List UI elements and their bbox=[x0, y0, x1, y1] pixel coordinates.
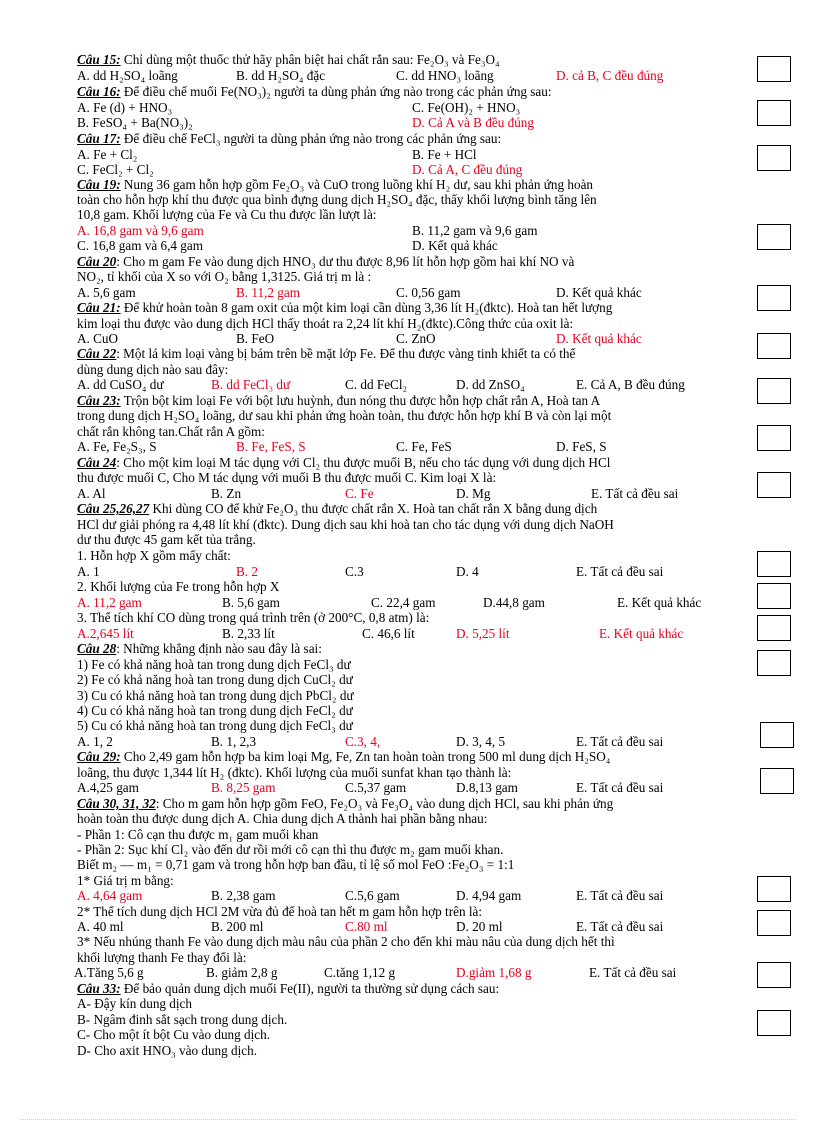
option-e: E. Tất cả đều sai bbox=[589, 965, 677, 980]
option-c: C.tăng 1,12 g bbox=[324, 965, 396, 980]
question-label: Câu 28 bbox=[77, 641, 117, 656]
option-b: B. Fe + HCl bbox=[412, 147, 477, 162]
part-2-text: - Phần 2: Sục khí Cl₂ vào đến dư rồi mới cô cạn thì thu được m₂ gam muối khan. bbox=[77, 842, 504, 857]
sub-question-3: 3* Nếu nhúng thanh Fe vào dung dịch màu nâu của phần 2 cho đến khi màu nâu của dung dịch hết thì bbox=[77, 934, 615, 949]
answer-box[interactable] bbox=[757, 910, 791, 936]
option-a: A. 5,6 gam bbox=[77, 285, 136, 300]
option-d: D- Cho axit HNO₃ vào dung dịch. bbox=[77, 1043, 258, 1058]
question-label: Câu 29: bbox=[77, 749, 121, 764]
option-b: B. 1, 2,3 bbox=[211, 734, 257, 749]
answer-box[interactable] bbox=[760, 768, 794, 794]
option-d: D. FeS, S bbox=[556, 439, 607, 454]
question-text: dùng dung dịch nào sau đây: bbox=[77, 362, 229, 377]
option-b: B- Ngâm đinh sắt sạch trong dung dịch. bbox=[77, 1012, 288, 1027]
question-label: Câu 23: bbox=[77, 393, 121, 408]
option-d: D. Kết quả khác bbox=[412, 238, 498, 253]
option-d: D.44,8 gam bbox=[483, 595, 545, 610]
option-b: B. 11,2 gam và 9,6 gam bbox=[412, 223, 538, 238]
option-a: A. Fe, Fe₂S₃, S bbox=[77, 439, 157, 454]
option-c: C- Cho một ít bột Cu vào dung dịch. bbox=[77, 1027, 271, 1042]
option-b: B. FeSO₄ + Ba(NO₃)₂ bbox=[77, 115, 193, 130]
question-label: Câu 24 bbox=[77, 455, 117, 470]
question-19 bbox=[77, 177, 593, 192]
option-c: C.3 bbox=[345, 564, 364, 579]
question-text: khối lượng thanh Fe thay đổi là: bbox=[77, 950, 247, 965]
option-d: D. 4,94 gam bbox=[456, 888, 522, 903]
option-e: E. Tất cả đều sai bbox=[576, 780, 664, 795]
option-d: D. Mg bbox=[456, 486, 491, 501]
question-label: Câu 17: bbox=[77, 131, 121, 146]
option-a: A. 1 bbox=[77, 564, 100, 579]
sub-question-3: 3. Thể tích khí CO dùng trong quá trình trên (ở 200°C, 0,8 atm) là: bbox=[77, 610, 430, 625]
question-29 bbox=[77, 749, 610, 764]
sub-question-2: 2. Khối lượng của Fe trong hỗn hợp X bbox=[77, 579, 280, 594]
answer-box[interactable] bbox=[757, 583, 791, 609]
question-label: Câu 16: bbox=[77, 84, 121, 99]
option-e-answer: E. Kết quả khác bbox=[599, 626, 684, 641]
statement-4: 4) Cu có khả năng hoà tan trong dung dịch FeCl₂ dư bbox=[77, 703, 353, 718]
question-21 bbox=[77, 300, 612, 315]
option-b: B. FeO bbox=[236, 331, 275, 346]
option-c: C. 22,4 gam bbox=[371, 595, 436, 610]
answer-box[interactable] bbox=[757, 224, 791, 250]
option-a: A.Tăng 5,6 g bbox=[74, 965, 144, 980]
answer-box[interactable] bbox=[757, 56, 791, 82]
option-d: D. 20 ml bbox=[456, 919, 503, 934]
answer-box[interactable] bbox=[757, 100, 791, 126]
option-a: A. CuO bbox=[77, 331, 119, 346]
option-a: A. dd H₂SO₄ loãng bbox=[77, 68, 178, 83]
option-c-answer: C. Fe bbox=[345, 486, 374, 501]
option-e: E. Tất cả đều sai bbox=[576, 564, 664, 579]
option-b: B. 2,38 gam bbox=[211, 888, 276, 903]
option-b-answer: B. dd FeCl₃ dư bbox=[211, 377, 291, 392]
question-text: : Cho m gam Fe vào dung dịch HNO₃ dư thu được 8,96 lít hỗn hợp gồm hai khí NO và bbox=[116, 254, 575, 269]
question-28 bbox=[77, 641, 322, 656]
question-text: dư thu được 45 gam kết tủa trắng. bbox=[77, 532, 256, 547]
option-e: E. Kết quả khác bbox=[617, 595, 702, 610]
question-text: HCl dư giải phóng ra 4,48 lít khí (đktc). Dung dịch sau khi hoà tan cho tác dụng với dung dịch NaOH bbox=[77, 517, 614, 532]
question-label: Câu 19: bbox=[77, 177, 121, 192]
option-c: C. Fe(OH)₂ + HNO₃ bbox=[412, 100, 521, 115]
option-c: C. ZnO bbox=[396, 331, 436, 346]
option-d-answer: D. Cả A và B đều đúng bbox=[412, 115, 534, 130]
option-e: E. Tất cả đều sai bbox=[576, 919, 664, 934]
answer-box[interactable] bbox=[757, 615, 791, 641]
question-text: Để bảo quản dung dịch muối Fe(II), người ta thường sử dụng cách sau: bbox=[120, 981, 500, 996]
option-a: A. Al bbox=[77, 486, 106, 501]
option-d-answer: D. Kết quả khác bbox=[556, 331, 642, 346]
sub-question-1: 1. Hỗn hợp X gồm mấy chất: bbox=[77, 548, 231, 563]
answer-box[interactable] bbox=[757, 472, 791, 498]
option-b-answer: B. 2 bbox=[236, 564, 258, 579]
option-b: B. dd H₂SO₄ đặc bbox=[236, 68, 326, 83]
statement-5: 5) Cu có khả năng hoà tan trong dung dịch FeCl₃ dư bbox=[77, 718, 353, 733]
question-text: Chỉ dùng một thuốc thử hãy phân biệt hai chất rắn sau: Fe₂O₃ và Fe₃O₄ bbox=[120, 52, 500, 67]
question-33 bbox=[77, 981, 499, 996]
option-c: C. Fe, FeS bbox=[396, 439, 452, 454]
option-c-answer: C.3, 4, bbox=[345, 734, 381, 749]
question-label: Câu 30, 31, 32 bbox=[77, 796, 156, 811]
option-a-answer: A. 4,64 gam bbox=[77, 888, 143, 903]
option-a: A.4,25 gam bbox=[77, 780, 139, 795]
option-a: A. Fe + Cl₂ bbox=[77, 147, 138, 162]
option-b-answer: B. 11,2 gam bbox=[236, 285, 300, 300]
question-text: Nung 36 gam hỗn hợp gồm Fe₂O₃ và CuO trong luồng khí H₂ dư, sau khi phản ứng hoàn bbox=[120, 177, 594, 192]
question-text: trong dung dịch H₂SO₄ loãng, dư sau khi phản ứng hoàn toàn, thu được hỗn hợp khí B và còn lại một bbox=[77, 408, 612, 423]
question-text: Khi dùng CO để khử Fe₂O₃ thu được chất rắn X. Hoà tan chất rắn X bằng dung dịch bbox=[149, 501, 598, 516]
page-footer-divider bbox=[20, 1119, 796, 1120]
option-b-answer: B. Fe, FeS, S bbox=[236, 439, 306, 454]
answer-box[interactable] bbox=[757, 650, 791, 676]
option-c: C. dd FeCl₂ bbox=[345, 377, 408, 392]
option-e: E. Tất cả đều sai bbox=[576, 734, 664, 749]
question-30-32 bbox=[77, 796, 613, 811]
answer-box[interactable] bbox=[757, 962, 791, 988]
part-1-text: - Phần 1: Cô cạn thu được m₁ gam muối khan bbox=[77, 827, 319, 842]
question-text: thu được muối C, Cho M tác dụng với muối B thu được muối C. Kim loại X là: bbox=[77, 470, 497, 485]
option-a: A. dd CuSO₄ dư bbox=[77, 377, 164, 392]
question-text: loãng, thu được 1,344 lít H₂ (đktc). Khối lượng của muối sunfat khan tạo thành là: bbox=[77, 765, 512, 780]
answer-box[interactable] bbox=[757, 285, 791, 311]
question-text: kim loại thu được vào dung dịch HCl thấy thoát ra 2,24 lít khí H₂(đktc).Công thức của oxit là: bbox=[77, 316, 574, 331]
question-label: Câu 15: bbox=[77, 52, 121, 67]
option-a: A. 1, 2 bbox=[77, 734, 113, 749]
question-16 bbox=[77, 84, 552, 99]
option-d: D. 3, 4, 5 bbox=[456, 734, 506, 749]
question-text: : Cho một kim loại M tác dụng với Cl₂ thu được muối B, nếu cho tác dụng với dung dịch HCl bbox=[116, 455, 611, 470]
option-d-answer: D.giảm 1,68 g bbox=[456, 965, 532, 980]
answer-box[interactable] bbox=[757, 425, 791, 451]
option-a-answer: A. 16,8 gam và 9,6 gam bbox=[77, 223, 204, 238]
option-c: C. 16,8 gam và 6,4 gam bbox=[77, 238, 203, 253]
option-d-answer: D. 5,25 lít bbox=[456, 626, 510, 641]
option-b: B. Zn bbox=[211, 486, 242, 501]
answer-box[interactable] bbox=[757, 1010, 791, 1036]
option-b: B. giảm 2,8 g bbox=[206, 965, 278, 980]
question-label: Câu 25,26,27 bbox=[77, 501, 150, 516]
option-d-answer: D. cả B, C đều đúng bbox=[556, 68, 664, 83]
answer-box[interactable] bbox=[760, 722, 794, 748]
question-text: hoàn toàn thu được dung dịch A. Chia dung dịch A thành hai phần bằng nhau: bbox=[77, 811, 488, 826]
option-a-answer: A.2,645 lít bbox=[77, 626, 134, 641]
option-c: C.5,6 gam bbox=[345, 888, 400, 903]
question-15 bbox=[77, 52, 500, 67]
question-text: : Một lá kim loại vàng bị bám trên bề mặt lớp Fe. Để thu được vàng tinh khiết ta có thể bbox=[116, 346, 576, 361]
option-c: C. FeCl₂ + Cl₂ bbox=[77, 162, 154, 177]
option-d: D. 4 bbox=[456, 564, 479, 579]
question-25-27 bbox=[77, 501, 597, 516]
option-b: B. 200 ml bbox=[211, 919, 264, 934]
question-text: 10,8 gam. Khối lượng của Fe và Cu thu được lần lượt là: bbox=[77, 207, 377, 222]
question-label: Câu 20 bbox=[77, 254, 117, 269]
option-a: A- Đậy kín dung dịch bbox=[77, 996, 193, 1011]
option-a-answer: A. 11,2 gam bbox=[77, 595, 142, 610]
question-label: Câu 22 bbox=[77, 346, 117, 361]
question-20 bbox=[77, 254, 574, 269]
option-d: D. dd ZnSO₄ bbox=[456, 377, 525, 392]
option-b: B. 5,6 gam bbox=[222, 595, 280, 610]
option-b-answer: B. 8,25 gam bbox=[211, 780, 276, 795]
question-text: toàn cho hỗn hợp khí thu được qua bình đựng dung dịch H₂SO₄ đặc, thấy khối lượng bình tăng lên bbox=[77, 192, 597, 207]
question-text: Để điều chế FeCl₃ người ta dùng phản ứng nào trong các phản ứng sau: bbox=[120, 131, 502, 146]
option-c: C.5,37 gam bbox=[345, 780, 407, 795]
option-c: C. 46,6 lít bbox=[362, 626, 415, 641]
answer-box[interactable] bbox=[757, 551, 791, 577]
question-text: Biết m₂ — m₁ = 0,71 gam và trong hỗn hợp ban đầu, tỉ lệ số mol FeO :Fe₂O₃ = 1:1 bbox=[77, 857, 515, 872]
option-c-answer: C.80 ml bbox=[345, 919, 388, 934]
option-a: A. Fe (d) + HNO₃ bbox=[77, 100, 173, 115]
question-text: Để điều chế muối Fe(NO₃)₂ người ta dùng phản ứng nào trong các phản ứng sau: bbox=[120, 84, 552, 99]
sub-question-1: 1* Giá trị m bằng: bbox=[77, 873, 174, 888]
option-d: D. Kết quả khác bbox=[556, 285, 642, 300]
option-c: C. dd HNO₃ loãng bbox=[396, 68, 494, 83]
option-e: E. Tất cả đều sai bbox=[576, 888, 664, 903]
sub-question-2: 2* Thể tích dung dịch HCl 2M vừa đủ để hoà tan hết m gam hỗn hợp trên là: bbox=[77, 904, 483, 919]
option-d-answer: D. Cả A, C đều đúng bbox=[412, 162, 523, 177]
question-label: Câu 21: bbox=[77, 300, 121, 315]
option-c: C. 0,56 gam bbox=[396, 285, 461, 300]
answer-box[interactable] bbox=[757, 378, 791, 404]
question-label: Câu 33: bbox=[77, 981, 121, 996]
statement-2: 2) Fe có khả năng hoà tan trong dung dịch CuCl₂ dư bbox=[77, 672, 353, 687]
option-e: E. Tất cả đều sai bbox=[591, 486, 679, 501]
question-text: Trộn bột kim loại Fe với bột lưu huỳnh, đun nóng thu được hỗn hợp chất rắn A, Hoà tan A bbox=[120, 393, 601, 408]
question-text: Cho 2,49 gam hỗn hợp ba kim loại Mg, Fe, Zn tan hoàn toàn trong 500 ml dung dịch H₂SO₄ bbox=[120, 749, 611, 764]
statement-1: 1) Fe có khả năng hoà tan trong dung dịch FeCl₃ dư bbox=[77, 657, 351, 672]
option-a: A. 40 ml bbox=[77, 919, 124, 934]
option-d: D.8,13 gam bbox=[456, 780, 518, 795]
answer-box[interactable] bbox=[757, 333, 791, 359]
question-24 bbox=[77, 455, 610, 470]
statement-3: 3) Cu có khả năng hoà tan trong dung dịch PbCl₂ dư bbox=[77, 688, 354, 703]
question-text: NO₂, tỉ khối của X so với O₂ bằng 1,3125. Giá trị m là : bbox=[77, 269, 372, 284]
answer-box[interactable] bbox=[757, 145, 791, 171]
answer-box[interactable] bbox=[757, 876, 791, 902]
question-22 bbox=[77, 346, 575, 361]
option-b: B. 2,33 lít bbox=[222, 626, 275, 641]
question-23 bbox=[77, 393, 600, 408]
question-17 bbox=[77, 131, 501, 146]
question-text: : Những khẳng định nào sau đây là sai: bbox=[116, 641, 322, 656]
option-e: E. Cả A, B đều đúng bbox=[576, 377, 685, 392]
question-text: : Cho m gam hỗn hợp gồm FeO, Fe₂O₃ và Fe₃O₄ vào dung dịch HCl, sau khi phản ứng bbox=[155, 796, 614, 811]
question-text: Để khử hoàn toàn 8 gam oxit của một kim loại cần dùng 3,36 lít H₂(đktc). Hoà tan hết lượng bbox=[120, 300, 613, 315]
question-text: chất rắn không tan.Chất rắn A gồm: bbox=[77, 424, 265, 439]
